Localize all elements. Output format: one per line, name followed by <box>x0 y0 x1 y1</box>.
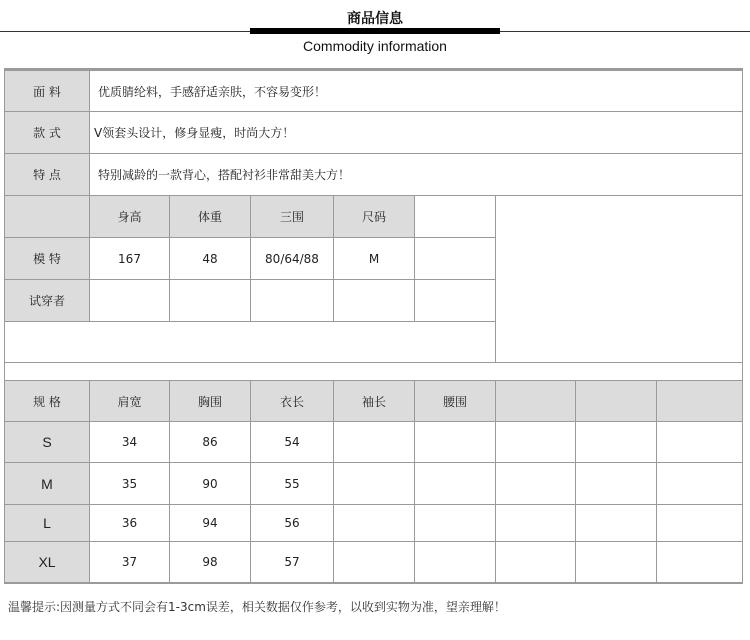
size-row-empty-cell <box>414 421 496 463</box>
size-col-length: 衣长 <box>250 380 334 422</box>
size-row-label: S <box>4 421 90 463</box>
tryer-cell <box>414 279 496 322</box>
size-row-value: 34 <box>89 421 170 463</box>
tryer-cell <box>169 279 251 322</box>
model-height-value: 167 <box>89 237 170 280</box>
size-col-shoulder: 肩宽 <box>89 380 170 422</box>
style-value: V领套头设计，修身显瘦，时尚大方！ <box>89 111 743 154</box>
model-header-empty <box>414 195 496 238</box>
model-col-weight: 体重 <box>169 195 251 238</box>
size-row-label: M <box>4 462 90 505</box>
size-row-value: 98 <box>169 541 251 583</box>
size-row-empty-cell <box>333 504 415 542</box>
size-row-empty-cell <box>414 504 496 542</box>
size-row-empty-cell <box>333 541 415 583</box>
size-row-value: 54 <box>250 421 334 463</box>
model-measurements-value: 80/64/88 <box>250 237 334 280</box>
size-row-empty-cell <box>495 504 576 542</box>
size-row-value: 55 <box>250 462 334 505</box>
model-weight-value: 48 <box>169 237 251 280</box>
tryer-cell <box>89 279 170 322</box>
size-row-empty-cell <box>656 504 743 542</box>
header-accent-bar <box>250 28 500 34</box>
size-col-blank <box>575 380 657 422</box>
model-size-value: M <box>333 237 415 280</box>
size-row-empty-cell <box>575 541 657 583</box>
fabric-value: 优质腈纶料，手感舒适亲肤，不容易变形！ <box>89 70 743 112</box>
section-spacer <box>4 362 743 381</box>
tryer-label: 试穿者 <box>4 279 90 322</box>
size-header-label: 规 格 <box>4 380 90 422</box>
page-title: 商品信息 <box>347 11 403 27</box>
feature-label: 特 点 <box>4 153 90 196</box>
size-row-empty-cell <box>575 421 657 463</box>
tryer-cell <box>333 279 415 322</box>
size-col-blank <box>656 380 743 422</box>
size-row-value: 37 <box>89 541 170 583</box>
size-col-chest: 胸围 <box>169 380 251 422</box>
model-col-measurements: 三围 <box>250 195 334 238</box>
feature-value: 特别减龄的一款背心，搭配衬衫非常甜美大方！ <box>89 153 743 196</box>
size-row-empty-cell <box>656 462 743 505</box>
size-row-value: 56 <box>250 504 334 542</box>
model-col-size: 尺码 <box>333 195 415 238</box>
size-row-label: XL <box>4 541 90 583</box>
size-row-empty-cell <box>656 421 743 463</box>
size-row-empty-cell <box>333 421 415 463</box>
size-row-value: 57 <box>250 541 334 583</box>
tryer-cell <box>250 279 334 322</box>
model-footer-blank <box>4 321 496 363</box>
size-row-empty-cell <box>414 541 496 583</box>
model-row-empty <box>414 237 496 280</box>
size-col-sleeve: 袖长 <box>333 380 415 422</box>
model-header-blank <box>4 195 90 238</box>
size-row-empty-cell <box>575 504 657 542</box>
size-row-empty-cell <box>333 462 415 505</box>
size-row-empty-cell <box>414 462 496 505</box>
size-row-empty-cell <box>656 541 743 583</box>
size-row-value: 36 <box>89 504 170 542</box>
size-row-value: 94 <box>169 504 251 542</box>
model-side-blank <box>495 195 743 363</box>
style-label: 款 式 <box>4 111 90 154</box>
size-row-empty-cell <box>575 462 657 505</box>
model-label: 模 特 <box>4 237 90 280</box>
size-row-empty-cell <box>495 541 576 583</box>
page-subtitle: Commodity information <box>303 38 447 54</box>
size-row-value: 90 <box>169 462 251 505</box>
model-col-height: 身高 <box>89 195 170 238</box>
size-row-empty-cell <box>495 421 576 463</box>
table-bottom-border <box>4 582 743 584</box>
footer-note: 温馨提示:因测量方式不同会有1-3cm误差，相关数据仅作参考，以收到实物为准，望亲理解！ <box>8 600 506 614</box>
size-row-label: L <box>4 504 90 542</box>
size-row-empty-cell <box>495 462 576 505</box>
fabric-label: 面 料 <box>4 70 90 112</box>
size-col-waist: 腰围 <box>414 380 496 422</box>
size-row-value: 35 <box>89 462 170 505</box>
size-row-value: 86 <box>169 421 251 463</box>
size-col-blank <box>495 380 576 422</box>
